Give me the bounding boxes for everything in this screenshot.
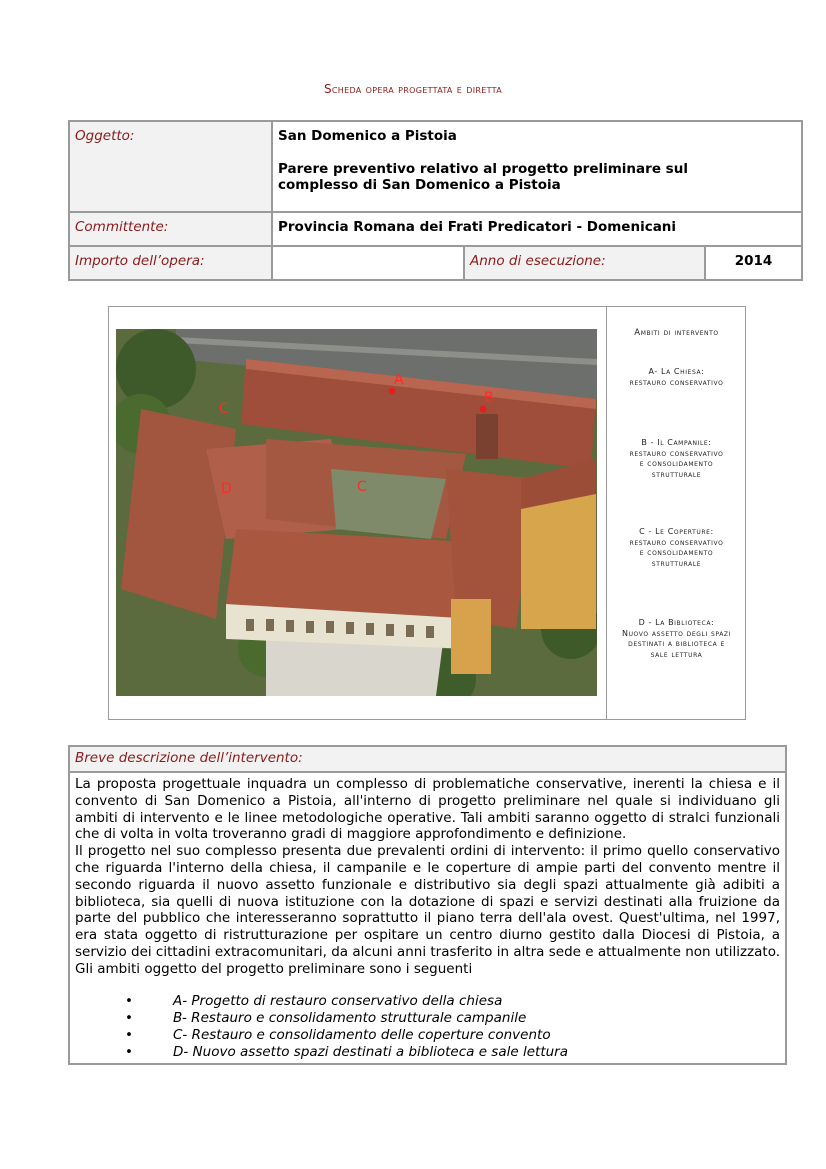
aerial-photo	[116, 329, 597, 696]
legend-item-b: B - Il Campanile: restauro conservativo e consolidamento strutturale	[629, 438, 724, 479]
oggetto-label: Oggetto:	[69, 121, 272, 212]
legend-item-d: D - La Biblioteca: Nuovo assetto degli spazi destinati a biblioteca e sale lettura	[621, 618, 731, 659]
description-paragraph-2: Il progetto nel suo complesso presenta due prevalenti ordini di intervento: il primo quello conservativo che riguarda l'interno della chiesa, il campanile e le coperture di ampie parti del convento mentre il secondo riguarda il nuovo assetto funzionale e distributivo sia degli spazi attualmente già adibiti a biblioteca, sia quelli di nuova istituzione con la dotazione di spazi e servizi destinati alla fruizione da parte del pubblico che interesseranno soprattutto il piano terra dell'ala ovest. Quest'ultima, nel 1997, era stata oggetto di ristrutturazione per ospitare un centro diurno gestito dalla Diocesi di Pistoia, a servizio dei cittadini extracomunitari, da alcuni anni trasferito in altra sede e attualmente non utilizzato. Gli ambiti oggetto del progetto preliminare sono i seguenti	[75, 843, 781, 977]
marker-b-label: B	[484, 390, 494, 406]
oggetto-value	[272, 121, 802, 212]
description-box	[68, 745, 787, 1065]
anno-label: Anno di esecuzione:	[464, 246, 705, 280]
intervention-list	[75, 993, 780, 1061]
list-item	[75, 1010, 780, 1027]
anno-value: 2014	[705, 246, 802, 280]
description-heading: Breve descrizione dell’intervento:	[70, 747, 785, 773]
marker-d-label: D	[221, 481, 232, 497]
list-item-text: B- Restauro e consolidamento strutturale campanile	[173, 1009, 527, 1026]
committente-value: Provincia Romana dei Frati Predicatori - Domenicani	[272, 212, 802, 246]
legend-title: Ambiti di intervento	[634, 328, 719, 338]
marker-c2-label: C	[357, 479, 367, 495]
list-item	[75, 1027, 780, 1044]
intervention-legend	[607, 307, 746, 719]
description-body	[70, 773, 785, 1063]
importo-value	[272, 246, 464, 280]
oggetto-row	[69, 121, 802, 212]
marker-point-a	[389, 388, 396, 395]
committente-row	[69, 212, 802, 246]
committente-label: Committente:	[69, 212, 272, 246]
list-item	[75, 993, 780, 1010]
importo-label: Importo dell’opera:	[69, 246, 272, 280]
marker-c-label: C	[219, 401, 229, 417]
description-paragraph-1: La proposta progettuale inquadra un complesso di problematiche conservative, inerenti la chiesa e il convento di San Domenico a Pistoia, all'interno di progetto preliminare nel quale si individuano gli ambiti di intervento e le linee metodologiche operative. Tali ambiti saranno oggetto di stralci funzionali che di volta in volta troveranno gradi di maggiore approfondimento e definizione.	[75, 776, 780, 843]
list-item-text: A- Progetto di restauro conservativo della chiesa	[173, 992, 503, 1009]
list-item	[75, 1044, 780, 1061]
legend-item-a: A- La Chiesa: restauro conservativo	[629, 367, 724, 387]
bullet: •	[125, 992, 133, 1009]
figure-panel	[108, 306, 746, 720]
bullet: •	[125, 1026, 133, 1043]
list-item-text: C- Restauro e consolidamento delle coperture convento	[173, 1026, 551, 1043]
marker-a-label: A	[394, 372, 404, 388]
oggetto-title: San Domenico a Pistoia	[278, 128, 457, 144]
bullet: •	[125, 1009, 133, 1026]
importo-row	[69, 246, 802, 280]
project-info-table	[68, 120, 803, 281]
document-title: Scheda opera progettata e diretta	[323, 82, 502, 96]
oggetto-description: Parere preventivo relativo al progetto preliminare sul complesso di San Domenico a Pistoia	[278, 161, 688, 193]
marker-point-b	[480, 406, 487, 413]
bullet: •	[125, 1043, 133, 1060]
list-item-text: D- Nuovo assetto spazi destinati a biblioteca e sale lettura	[173, 1043, 568, 1060]
legend-item-c: C - Le Coperture: restauro conservativo e consolidamento strutturale	[629, 527, 724, 568]
